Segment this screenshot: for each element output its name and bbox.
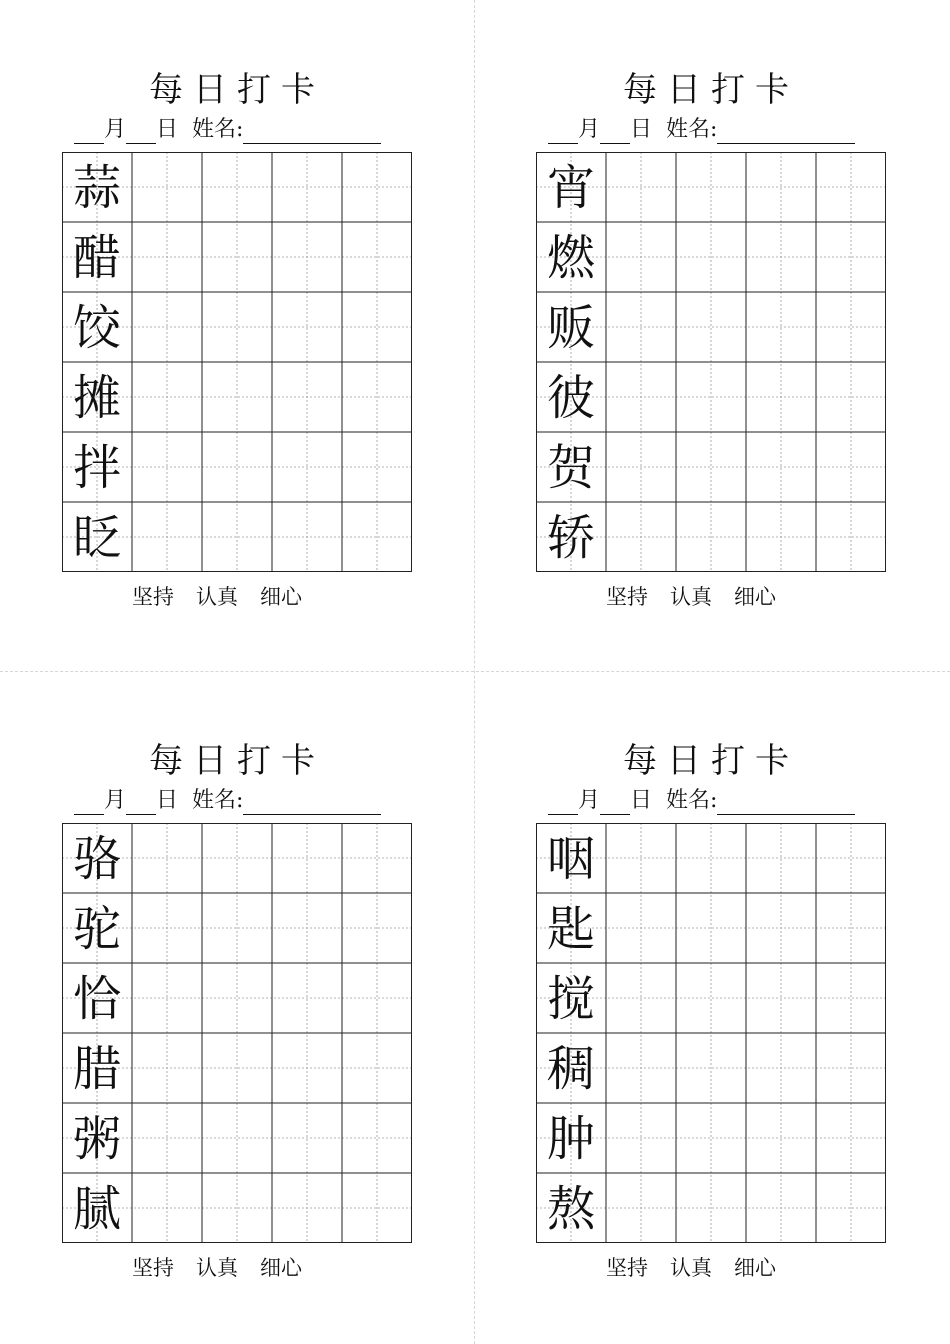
day-blank[interactable] [126, 121, 156, 144]
motto-word: 细心 [734, 1256, 776, 1280]
date-name-line [548, 787, 855, 815]
model-character: 摊 [72, 370, 122, 426]
month-blank[interactable] [548, 792, 578, 815]
card-title: 每日打卡 [149, 70, 325, 110]
name-blank[interactable] [243, 121, 381, 144]
motto-word: 细心 [734, 585, 776, 609]
model-character: 腊 [72, 1041, 122, 1097]
card-title: 每日打卡 [623, 741, 799, 781]
day-label: 日 [156, 117, 179, 142]
day-label: 日 [630, 788, 653, 813]
model-character: 粥 [72, 1111, 122, 1167]
model-character: 宵 [546, 160, 596, 216]
day-blank[interactable] [600, 792, 630, 815]
month-label: 月 [578, 117, 601, 142]
motto-line [606, 1255, 798, 1281]
motto-word: 坚持 [132, 1256, 174, 1280]
practice-card [0, 0, 360, 609]
model-character: 熬 [546, 1181, 596, 1237]
model-character: 匙 [546, 901, 596, 957]
model-character: 贺 [546, 440, 596, 496]
motto-word: 认真 [196, 585, 238, 609]
name-blank[interactable] [717, 792, 855, 815]
model-character: 稠 [546, 1041, 596, 1097]
motto-word: 坚持 [606, 585, 648, 609]
motto-word: 坚持 [132, 585, 174, 609]
card-title: 每日打卡 [623, 70, 799, 110]
day-blank[interactable] [600, 121, 630, 144]
model-character: 肿 [546, 1111, 596, 1167]
month-label: 月 [578, 788, 601, 813]
month-blank[interactable] [74, 121, 104, 144]
motto-line [132, 584, 324, 610]
motto-word: 细心 [260, 1256, 302, 1280]
practice-card [0, 671, 360, 1280]
month-label: 月 [104, 117, 127, 142]
date-name-line [74, 787, 381, 815]
model-character: 蒜 [72, 160, 122, 216]
name-label: 姓名: [192, 788, 244, 813]
practice-card [474, 671, 834, 1280]
month-blank[interactable] [74, 792, 104, 815]
model-character: 驼 [72, 901, 122, 957]
model-character: 拌 [72, 440, 122, 496]
motto-word: 坚持 [606, 1256, 648, 1280]
month-blank[interactable] [548, 121, 578, 144]
model-character: 眨 [72, 510, 122, 566]
tianzige-grid [62, 152, 412, 572]
card-title: 每日打卡 [149, 741, 325, 781]
date-name-line [548, 116, 855, 144]
date-name-line [74, 116, 381, 144]
model-character: 恰 [72, 971, 122, 1027]
model-character: 腻 [72, 1181, 122, 1237]
name-blank[interactable] [717, 121, 855, 144]
motto-word: 细心 [260, 585, 302, 609]
model-character: 饺 [72, 300, 122, 356]
day-blank[interactable] [126, 792, 156, 815]
motto-line [132, 1255, 324, 1281]
day-label: 日 [630, 117, 653, 142]
tianzige-grid [62, 823, 412, 1243]
motto-word: 认真 [670, 1256, 712, 1280]
model-character: 彼 [546, 370, 596, 426]
month-label: 月 [104, 788, 127, 813]
model-character: 搅 [546, 971, 596, 1027]
name-label: 姓名: [666, 788, 718, 813]
practice-card [474, 0, 834, 609]
name-label: 姓名: [192, 117, 244, 142]
motto-word: 认真 [196, 1256, 238, 1280]
model-character: 贩 [546, 300, 596, 356]
model-character: 轿 [546, 510, 596, 566]
name-label: 姓名: [666, 117, 718, 142]
motto-line [606, 584, 798, 610]
tianzige-grid [536, 823, 886, 1243]
model-character: 醋 [72, 230, 122, 286]
name-blank[interactable] [243, 792, 381, 815]
tianzige-grid [536, 152, 886, 572]
model-character: 骆 [72, 831, 122, 887]
model-character: 咽 [546, 831, 596, 887]
motto-word: 认真 [670, 585, 712, 609]
day-label: 日 [156, 788, 179, 813]
model-character: 燃 [546, 230, 596, 286]
